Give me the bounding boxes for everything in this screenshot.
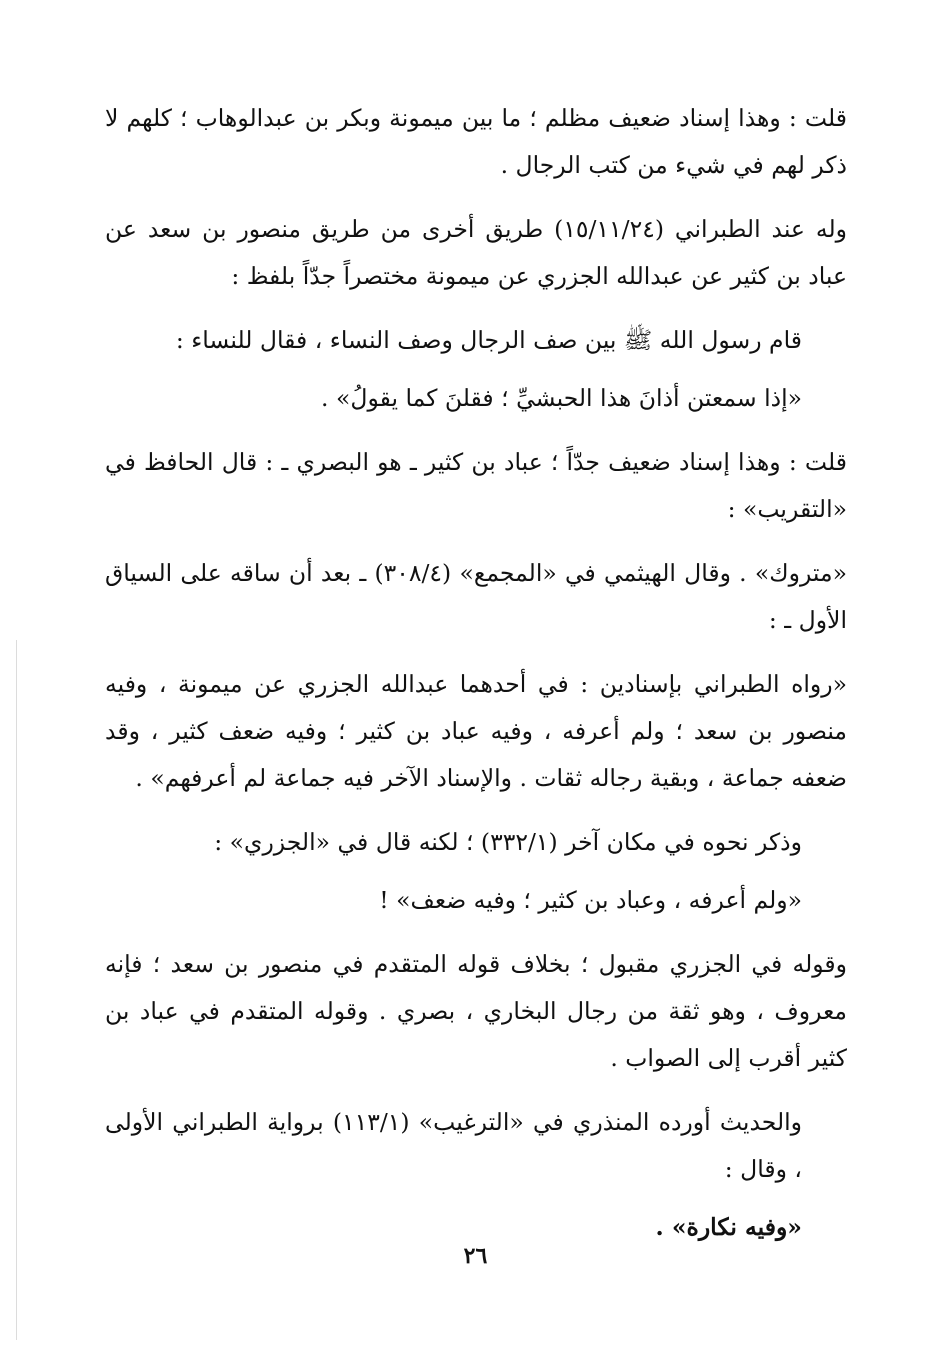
paragraph-7-quote: «رواه الطبراني بإسنادين : في أحدهما عبدالله الجزري عن ميمونة ، وفيه منصور بن سعد ؛ ولم أعرفه ، وفيه عباد بن كثير ؛ وفيه ضعف كثير ، وقد ضعفه جماعة ، وبقية رجاله ثقات . والإسناد الآخر فيه جماعة لم أعرفهم» . <box>105 670 847 792</box>
paragraph-10: وقوله في الجزري مقبول ؛ بخلاف قوله المتقدم في منصور بن سعد ؛ فإنه معروف ، وهو ثقة من رجال البخاري ، بصري . وقوله المتقدم في عباد بن كثير أقرب إلى الصواب . <box>105 950 847 1072</box>
paragraph-12-quote: «وفيه نكارة» . <box>655 1213 802 1241</box>
paragraph-4-quote: «إذا سمعتن أذانَ هذا الحبشيِّ ؛ فقلنَ كما يقولُ» . <box>321 384 802 412</box>
paragraph-2: وله عند الطبراني (١٥/١١/٢٤) طريق أخرى من طريق منصور بن سعد عن عباد بن كثير عن عبدالله الجزري عن ميمونة مختصراً جدّاً بلفظ : <box>105 215 847 290</box>
main-text <box>105 95 847 1268</box>
paragraph-8: وذكر نحوه في مكان آخر (٣٣٢/١) ؛ لكنه قال في «الجزري» : <box>214 828 802 856</box>
paragraph-5: قلت : وهذا إسناد ضعيف جدّاً ؛ عباد بن كثير ـ هو البصري ـ : قال الحافظ في «التقريب» : <box>105 448 847 523</box>
paragraph-9-quote: «ولم أعرفه ، وعباد بن كثير ؛ وفيه ضعف» ! <box>379 886 802 914</box>
scan-edge-line <box>16 640 17 1340</box>
paragraph-1: قلت : وهذا إسناد ضعيف مظلم ؛ ما بين ميمونة وبكر بن عبدالوهاب ؛ كلهم لا ذكر لهم في شيء من كتب الرجال . <box>105 104 847 179</box>
paragraph-6: «متروك» . وقال الهيثمي في «المجمع» (٣٠٨/٤) ـ بعد أن ساقه على السياق الأول ـ : <box>105 559 847 634</box>
page-number: ٢٦ <box>463 1243 488 1269</box>
paragraph-3-quote-intro: قام رسول الله ﷺ بين صف الرجال وصف النساء ، فقال للنساء : <box>175 326 802 354</box>
paragraph-11: والحديث أورده المنذري في «الترغيب» (١١٣/١) برواية الطبراني الأولى ، وقال : <box>105 1108 802 1183</box>
